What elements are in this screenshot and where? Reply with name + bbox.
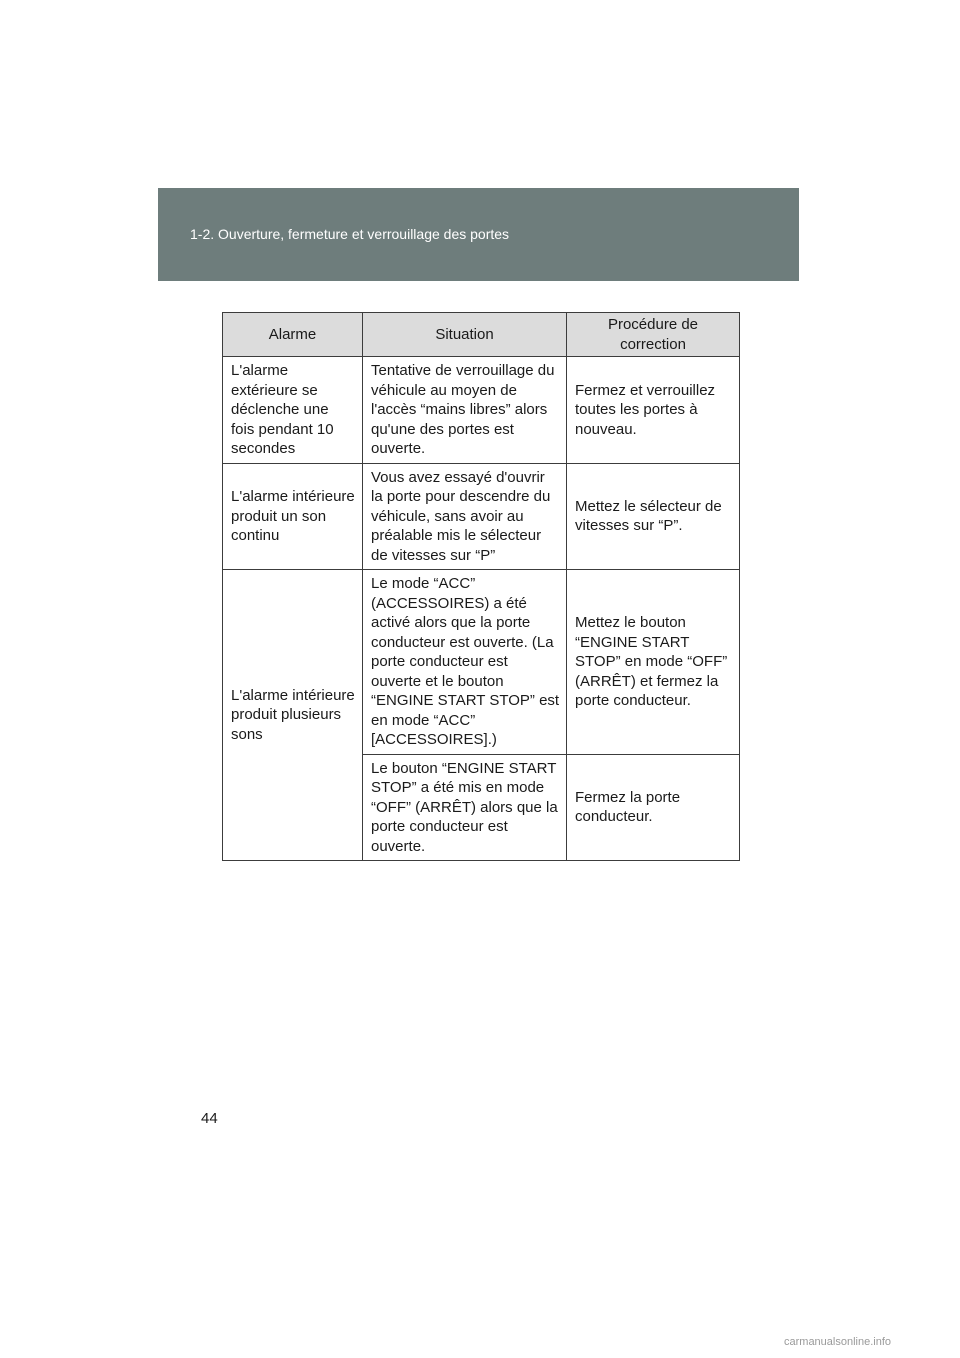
correction-cell	[567, 570, 740, 755]
situation-cell	[363, 357, 567, 464]
column-header-correction: Procédure de correction	[567, 313, 740, 357]
situation-cell	[363, 570, 567, 755]
table-row	[223, 570, 740, 755]
section-title: 1-2. Ouverture, fermeture et verrouillage des portes	[190, 226, 510, 242]
page-number: 44	[201, 1110, 218, 1127]
alarm-text: L'alarme intérieure produit plusieurs sons	[231, 686, 355, 743]
alarm-text: L'alarme intérieure produit un son continu	[231, 488, 355, 544]
correction-text: Fermez la porte conducteur.	[575, 788, 681, 826]
alarm-text: L'alarme extérieure se déclenche une fois pendant 10 secondes	[231, 362, 334, 457]
situation-text: Vous avez essayé d'ouvrir la porte pour descendre du véhicule, sans avoir au préalable mis le sélecteur de vitesses sur “P”	[371, 468, 551, 564]
watermark: carmanualsonline.info	[784, 1336, 892, 1348]
section-header-band	[158, 188, 799, 281]
correction-text: Mettez le bouton “ENGINE START STOP” en mode “OFF” (ARRÊT) et fermez la porte conducteur.	[575, 614, 728, 709]
correction-cell	[567, 754, 740, 861]
correction-cell	[567, 357, 740, 464]
situation-text: Tentative de verrouillage du véhicule au moyen de l'accès “mains libres” alors qu'une des portes est ouverte.	[371, 362, 555, 457]
table-row	[223, 357, 740, 464]
alarm-cell	[223, 357, 363, 464]
column-header-alarm: Alarme	[223, 313, 363, 357]
situation-cell	[363, 754, 567, 861]
situation-text: Le bouton “ENGINE START STOP” a été mis en mode “OFF” (ARRÊT) alors que la porte conducteur est ouverte.	[371, 759, 558, 855]
column-header-situation: Situation	[363, 313, 567, 357]
alarm-table	[222, 312, 740, 861]
correction-cell	[567, 463, 740, 570]
alarm-cell	[223, 463, 363, 570]
table-header-row	[223, 313, 740, 357]
correction-text: Fermez et verrouillez toutes les portes à nouveau.	[575, 381, 716, 438]
situation-text: Le mode “ACC” (ACCESSOIRES) a été activé alors que la porte conducteur est ouverte. (La porte conducteur est ouverte et le bouton “ENGINE START STOP” est en mode “ACC” [ACCESSOIRES].)	[371, 575, 560, 748]
situation-cell	[363, 463, 567, 570]
table-row	[223, 463, 740, 570]
correction-text: Mettez le sélecteur de vitesses sur “P”.	[575, 497, 722, 535]
alarm-cell	[223, 570, 363, 861]
